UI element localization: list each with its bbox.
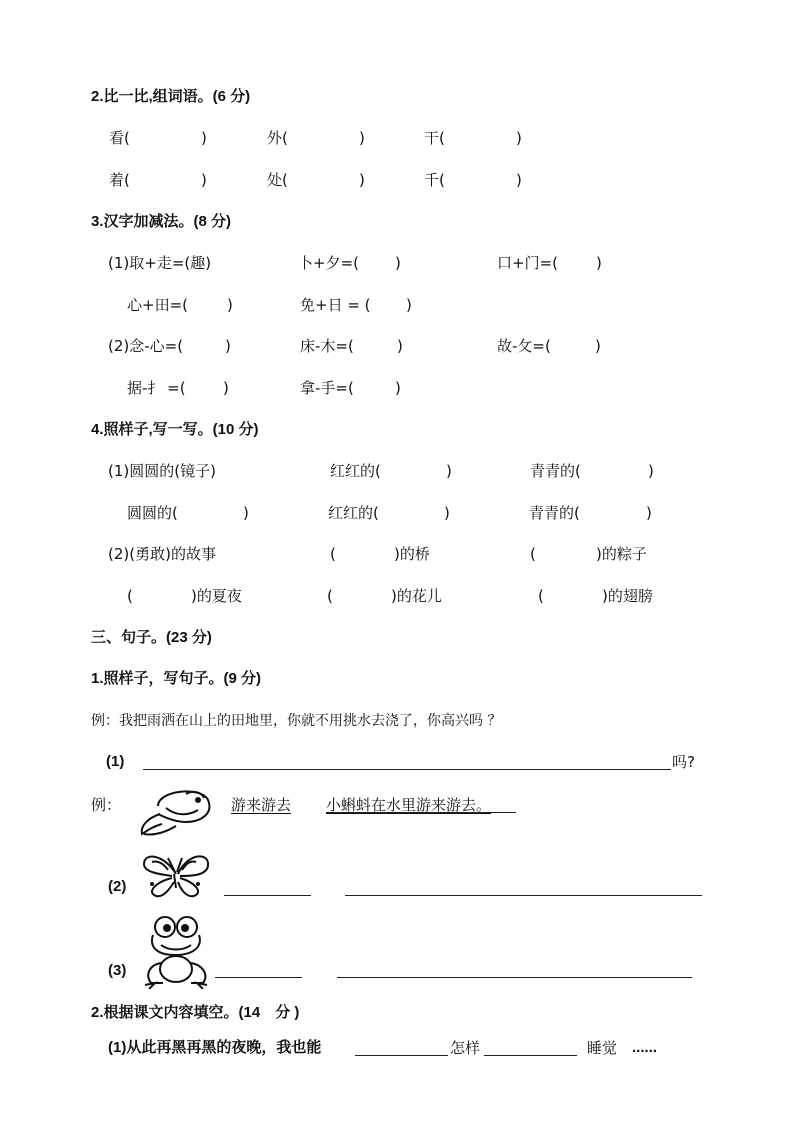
q2-blank-qian: 千(: [424, 171, 445, 189]
answer-line[interactable]: [355, 1055, 448, 1056]
q3-blank: 卜+夕=(: [298, 254, 359, 272]
answer-line[interactable]: [143, 769, 671, 770]
q2-blank-gan: 干(: [424, 129, 445, 147]
s1-example2-word: 游来游去: [231, 796, 292, 814]
paren-close: ): [395, 379, 401, 397]
paren-close: ): [595, 337, 601, 355]
answer-line-sentence[interactable]: [337, 977, 692, 978]
s2-line1-d: ......: [632, 1039, 658, 1056]
q4-phrase: )的翅膀: [602, 587, 653, 605]
paren-close: ): [406, 296, 412, 314]
frog-icon: [141, 913, 213, 989]
answer-line-word[interactable]: [215, 977, 302, 978]
answer-line-word[interactable]: [224, 895, 311, 896]
q4-phrase: )的花儿: [391, 587, 442, 605]
s2-line1-a: (1)从此再黑再黑的夜晚，我也能: [108, 1039, 322, 1056]
q4-blank: 青青的(: [530, 462, 581, 480]
q4-phrase: )的夏夜: [191, 587, 242, 605]
underline: [326, 812, 516, 813]
paren-close: ): [243, 504, 249, 522]
s1-item2-label: (2): [108, 878, 127, 895]
s1-title: 1.照样子，写句子。(9 分): [91, 670, 262, 687]
q3-blank: 心+田=(: [127, 296, 188, 314]
q4-example-2: (2)(勇敢)的故事: [108, 545, 216, 563]
s1-item3-label: (3): [108, 962, 127, 979]
paren-close: ): [359, 171, 365, 189]
paren-close: ): [395, 254, 401, 272]
paren-close: ): [516, 171, 522, 189]
s2-line1-b: 怎样: [450, 1039, 481, 1057]
paren-open: (: [127, 587, 133, 605]
q3-title: 3.汉字加减法。(8 分): [91, 213, 232, 230]
q2-blank-kan: 看(: [109, 129, 130, 147]
s1-example2-label: 例：: [91, 796, 122, 814]
q3-blank: 口+门=(: [497, 254, 558, 272]
paren-close: ): [201, 129, 207, 147]
paren-open: (: [530, 545, 536, 563]
s1-example2-sentence: 小蝌蚪在水里游来游去。: [326, 796, 492, 814]
paren-close: ): [359, 129, 365, 147]
q4-phrase: )的桥: [394, 545, 430, 563]
q3-blank: 免+日 = (: [300, 296, 371, 314]
paren-close: ): [225, 337, 231, 355]
q4-title: 4.照样子,写一写。(10 分): [91, 421, 259, 438]
q2-blank-wai: 外(: [267, 129, 288, 147]
q2-blank-zhe: 着(: [109, 171, 130, 189]
paren-close: ): [397, 337, 403, 355]
paren-close: ): [446, 462, 452, 480]
answer-line[interactable]: [484, 1055, 577, 1056]
q4-example-1: (1)圆圆的(镜子): [108, 462, 216, 480]
paren-close: ): [646, 504, 652, 522]
paren-close: ): [227, 296, 233, 314]
q4-blank: 圆圆的(: [127, 504, 178, 522]
paren-close: ): [516, 129, 522, 147]
paren-open: (: [330, 545, 336, 563]
paren-close: ): [596, 254, 602, 272]
q3-blank: 床-木=(: [300, 337, 354, 355]
q3-blank: 拿-手=(: [300, 379, 354, 397]
q3-blank: 据-扌 =(: [127, 379, 186, 397]
q3-blank: (2)念-心=(: [108, 337, 184, 355]
q4-blank: 红红的(: [328, 504, 379, 522]
paren-close: ): [223, 379, 229, 397]
paren-close: ): [648, 462, 654, 480]
answer-line-sentence[interactable]: [345, 895, 702, 896]
s2-line1-c: 睡觉: [587, 1039, 618, 1057]
butterfly-icon: [138, 848, 213, 900]
q2-blank-chu: 处(: [267, 171, 288, 189]
q2-title: 2.比一比,组词语。(6 分): [91, 88, 251, 105]
s1-item1-tail: 吗?: [672, 753, 695, 771]
s1-example-1: 例：我把雨洒在山上的田地里，你就不用挑水去浇了，你高兴吗 ？: [91, 713, 502, 729]
q3-example: (1)取+走=(趣): [108, 254, 212, 272]
paren-close: ): [201, 171, 207, 189]
tadpole-icon: [136, 786, 214, 838]
q3-blank: 故-攵=(: [497, 337, 551, 355]
paren-open: (: [327, 587, 333, 605]
paren-open: (: [538, 587, 544, 605]
paren-close: ): [444, 504, 450, 522]
q4-phrase: )的粽子: [596, 545, 647, 563]
section-3-title: 三、句子。(23 分): [91, 629, 212, 646]
s1-item1-label: (1): [106, 753, 125, 770]
q4-blank: 红红的(: [330, 462, 381, 480]
q4-blank: 青青的(: [529, 504, 580, 522]
s2-title: 2.根据课文内容填空。(14 分 ): [91, 1004, 300, 1021]
